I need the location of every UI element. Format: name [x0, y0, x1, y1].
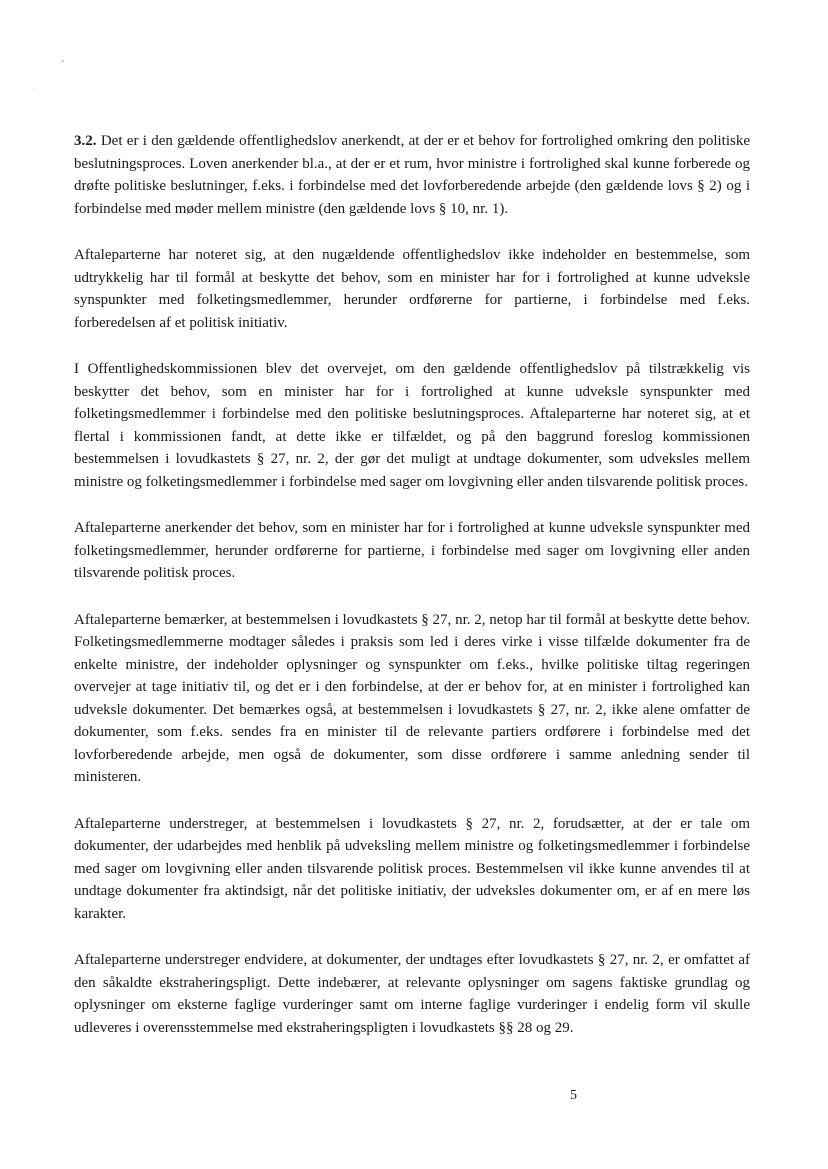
scan-speck [62, 60, 64, 62]
document-body [74, 130, 750, 1063]
page-number: 5 [570, 1088, 577, 1103]
paragraph-2: Aftaleparterne har noteret sig, at den nugældende offentlighedslov ikke indeholder en bestemmelse, som udtrykkelig har til formål at beskytte det behov, som en minister har for i fortrolighed at kunne udveksle synspunkter med folketingsmedlemmer, herunder ordførerne for partierne, i forbindelse med f.eks. forberedelsen af et politisk initiativ. [74, 247, 750, 331]
paragraph-6: Aftaleparterne understreger, at bestemmelsen i lovudkastets § 27, nr. 2, forudsætter, at der er tale om dokumenter, der udarbejdes med henblik på udveksling mellem ministre og folketingsmedlemmer i forbindelse med sager om lovgivning eller anden tilsvarende politisk proces. Bestemmelsen vil ikke kunne anvendes til at undtage dokumenter fra aktindsigt, når det politiske initiativ, der udveksles dokumenter om, er af en mere løs karakter. [74, 815, 750, 922]
paragraph-1 [74, 130, 750, 220]
paragraph-text: Det er i den gældende offentlighedslov anerkendt, at der er et behov for fortrolighed omkring den politiske beslutningsproces. Loven anerkender bl.a., at der er et rum, hvor ministre i fortrolighed skal kunne forberede og drøfte politiske beslutninger, f.eks. i forbindelse med det lovforberedende arbejde (den gældende lovs § 2) og i forbindelse med møder mellem ministre (den gældende lovs § 10, nr. 1). [74, 133, 750, 217]
paragraph-3: I Offentlighedskommissionen blev det overvejet, om den gældende offentlighedslov på tilstrækkelig vis beskytter det behov, som en minister har for i fortrolighed at kunne udveksle synspunkter med folketingsmedlemmer i forbindelse med den politiske beslutningsproces. Aftaleparterne har noteret sig, at et flertal i kommissionen fandt, at dette ikke er tilfældet, og på den baggrund foreslog kommissionen bestemmelsen i lovudkastets § 27, nr. 2, der gør det muligt at undtage dokumenter, som udveksles mellem ministre og folketingsmedlemmer i forbindelse med sager om lovgivning eller anden tilsvarende politisk proces. [74, 361, 750, 490]
paragraph-7: Aftaleparterne understreger endvidere, at dokumenter, der undtages efter lovudkastets § 27, nr. 2, er omfattet af den såkaldte ekstraheringspligt. Dette indebærer, at relevante oplysninger om sagens faktiske grundlag og oplysninger om eksterne faglige vurderinger samt om interne faglige vurderinger i endelig form vil skulle udleveres i overensstemmelse med ekstraheringspligten i lovudkastets §§ 28 og 29. [74, 952, 750, 1036]
section-number: 3.2. [74, 133, 97, 149]
paragraph-5: Aftaleparterne bemærker, at bestemmelsen i lovudkastets § 27, nr. 2, netop har til formål at beskytte dette behov. Folketingsmedlemmerne modtager således i praksis som led i deres virke i visse tilfælde dokumenter fra de enkelte ministre, der indeholder oplysninger og synspunkter om f.eks., hvilke politiske tiltag regeringen overvejer at tage initiativ til, og det er i den forbindelse, at der er behov for, at en minister i fortrolighed kan udveksle dokumenter. Det bemærkes også, at bestemmelsen i lovudkastets § 27, nr. 2, ikke alene omfatter de dokumenter, som f.eks. sendes fra en minister til de relevante partiers ordførere i forbindelse med det lovforberedende arbejde, men også de dokumenter, som disse ordførere i samme anledning sender til ministeren. [74, 611, 750, 785]
scan-speck [34, 88, 35, 89]
paragraph-4: Aftaleparterne anerkender det behov, som en minister har for i fortrolighed at kunne udveksle synspunkter med folketingsmedlemmer, herunder ordførerne for partierne, i forbindelse med sager om lovgivning eller anden tilsvarende politisk proces. [74, 520, 750, 581]
